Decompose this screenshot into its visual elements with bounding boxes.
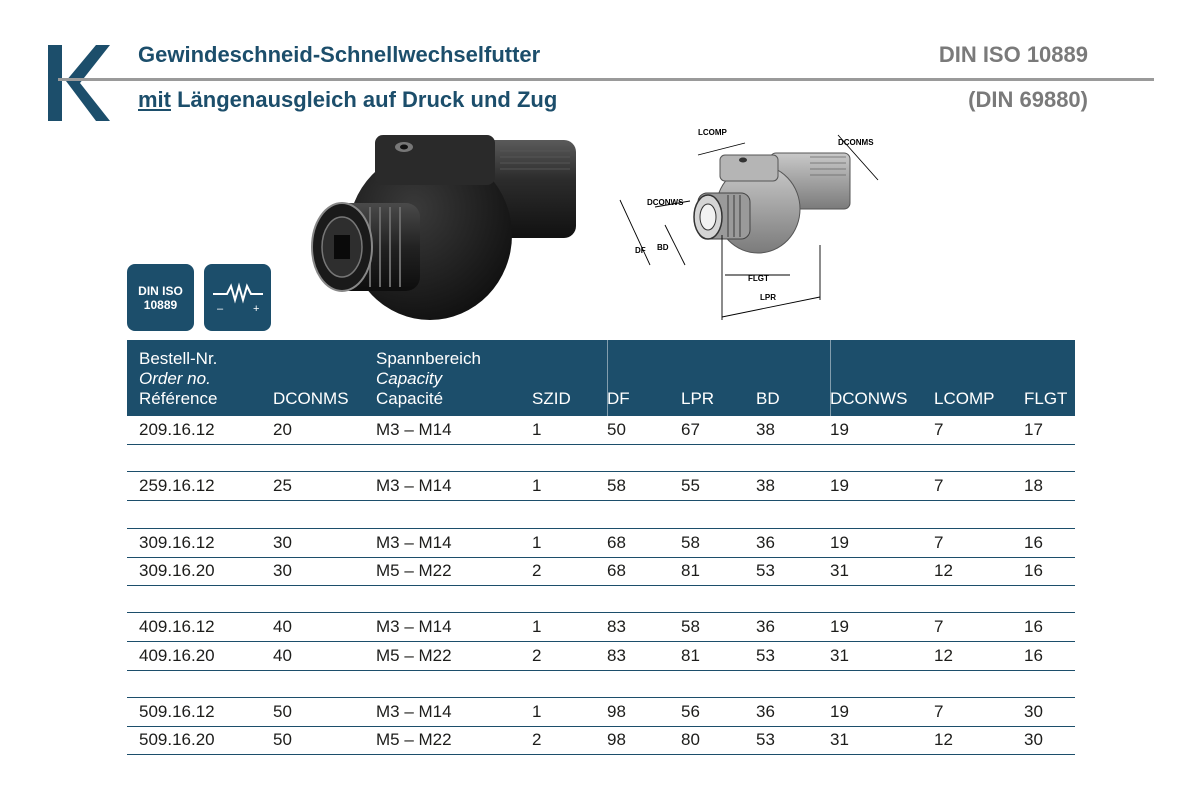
table-row: [127, 472, 1075, 501]
cell-order: 309.16.20: [139, 561, 215, 580]
cell-lpr: 67: [681, 420, 700, 439]
cell-lpr: 56: [681, 702, 700, 721]
cell-flgt: 18: [1024, 476, 1043, 496]
table-row: [127, 529, 1075, 558]
header-lpr: LPR: [681, 389, 715, 408]
cell-flgt: 30: [1024, 702, 1043, 721]
cell-bd: 53: [756, 730, 775, 750]
cell-szid: 2: [532, 645, 542, 665]
cell-df: 58: [607, 476, 626, 496]
dconws-label: DCONWS: [647, 198, 684, 207]
flgt-label: FLGT: [748, 274, 769, 283]
table-header: [127, 340, 1075, 416]
cell-dconms: 50: [273, 702, 292, 721]
cell-capacity: M3 – M14: [376, 702, 452, 721]
cell-lpr: 81: [681, 561, 700, 580]
cell-dconms: 50: [273, 730, 292, 750]
cell-dconws: 19: [830, 702, 849, 721]
cell-dconws: 31: [830, 730, 849, 750]
df-label: DF: [635, 246, 646, 255]
cell-flgt: 17: [1024, 420, 1043, 439]
cell-flgt: 16: [1024, 645, 1043, 665]
cell-dconws: 19: [830, 532, 849, 552]
cell-order: 409.16.20: [139, 645, 215, 665]
cell-flgt: 30: [1024, 730, 1043, 750]
cell-df: 83: [607, 617, 626, 637]
cell-lcomp: 12: [934, 645, 953, 665]
plus-sign: +: [252, 302, 259, 315]
cell-lcomp: 7: [934, 702, 944, 721]
cell-dconws: 31: [830, 561, 849, 580]
standard-label: DIN ISO 10889: [938, 42, 1088, 67]
compensation-spring-icon: [209, 278, 267, 318]
cell-szid: 1: [532, 420, 542, 439]
subtitle-rest: Längenausgleich auf Druck und Zug: [171, 87, 558, 112]
minus-sign: –: [216, 302, 223, 315]
cell-dconms: 20: [273, 420, 292, 439]
cell-capacity: M5 – M22: [376, 730, 452, 750]
cell-df: 98: [607, 702, 626, 721]
cell-bd: 53: [756, 645, 775, 665]
header-capacity: Spannbereich Capacity Capacité: [376, 349, 481, 408]
cell-capacity: M3 – M14: [376, 532, 452, 552]
cell-lcomp: 12: [934, 561, 953, 580]
cell-szid: 2: [532, 730, 542, 750]
cell-lpr: 81: [681, 645, 700, 665]
header-lcomp: LCOMP: [934, 389, 995, 408]
dimension-drawing: [610, 125, 910, 330]
cell-bd: 36: [756, 532, 775, 552]
dconms-label: DCONMS: [838, 138, 874, 147]
din-badge-line1: DIN ISO: [138, 283, 183, 298]
header-dconms: DCONMS: [273, 389, 349, 408]
cell-order: 509.16.12: [139, 702, 215, 721]
header-rule: [58, 78, 1154, 81]
din-iso-badge: [127, 264, 194, 331]
cell-szid: 2: [532, 561, 542, 580]
table-row: [127, 726, 1075, 755]
lpr-label: LPR: [760, 293, 776, 302]
header-dconws: DCONWS: [830, 389, 908, 408]
cell-bd: 53: [756, 561, 775, 580]
cell-df: 68: [607, 532, 626, 552]
brand-logo: [48, 45, 110, 121]
cell-lpr: 55: [681, 476, 700, 496]
cell-lcomp: 7: [934, 476, 944, 496]
cell-flgt: 16: [1024, 561, 1043, 580]
cell-dconms: 30: [273, 561, 292, 580]
cell-order: 509.16.20: [139, 730, 215, 750]
cell-capacity: M3 – M14: [376, 617, 452, 637]
cell-order: 259.16.12: [139, 476, 215, 496]
cell-df: 83: [607, 645, 626, 665]
header-flgt: FLGT: [1024, 389, 1068, 408]
cell-flgt: 16: [1024, 532, 1043, 552]
cell-df: 98: [607, 730, 626, 750]
cell-dconws: 19: [830, 617, 849, 637]
cell-dconms: 30: [273, 532, 292, 552]
cell-capacity: M5 – M22: [376, 645, 452, 665]
table-spacer-row: [127, 444, 1075, 472]
page-subtitle: [138, 87, 557, 113]
cell-lpr: 80: [681, 730, 700, 750]
cell-capacity: M3 – M14: [376, 476, 452, 496]
cell-dconms: 25: [273, 476, 292, 496]
cell-flgt: 16: [1024, 617, 1043, 637]
table-row: [127, 642, 1075, 671]
cell-dconws: 19: [830, 420, 849, 439]
cell-lpr: 58: [681, 617, 700, 637]
header-order: Bestell-Nr. Order no. Référence: [139, 349, 218, 408]
cell-bd: 36: [756, 617, 775, 637]
product-image: [300, 125, 590, 325]
cell-order: 409.16.12: [139, 617, 215, 637]
page-title: Gewindeschneid-Schnellwechselfutter: [138, 42, 541, 67]
cell-lcomp: 7: [934, 617, 944, 637]
din-badge-line2: 10889: [143, 297, 178, 312]
cell-szid: 1: [532, 476, 542, 496]
standard-old-label: (DIN 69880): [968, 87, 1088, 112]
cell-dconws: 31: [830, 645, 849, 665]
cell-bd: 36: [756, 702, 775, 721]
cell-capacity: M3 – M14: [376, 420, 452, 439]
table-spacer-row: [127, 670, 1075, 698]
cell-bd: 38: [756, 476, 775, 496]
cell-lcomp: 7: [934, 420, 944, 439]
subtitle-underlined-word: mit: [138, 87, 171, 112]
cell-dconms: 40: [273, 617, 292, 637]
cell-capacity: M5 – M22: [376, 561, 452, 580]
table-row: [127, 698, 1075, 727]
table-row: [127, 416, 1075, 445]
cell-lpr: 58: [681, 532, 700, 552]
cell-szid: 1: [532, 617, 542, 637]
cell-bd: 38: [756, 420, 775, 439]
header-df: DF: [607, 389, 630, 408]
lcomp-label: LCOMP: [698, 128, 727, 137]
cell-order: 309.16.12: [139, 532, 215, 552]
cell-lcomp: 7: [934, 532, 944, 552]
length-compensation-badge: [204, 264, 271, 331]
table-spacer-row: [127, 501, 1075, 529]
cell-order: 209.16.12: [139, 420, 215, 439]
table-spacer-row: [127, 585, 1075, 613]
cell-dconms: 40: [273, 645, 292, 665]
cell-szid: 1: [532, 702, 542, 721]
header-bd: BD: [756, 389, 780, 408]
header-szid: SZID: [532, 389, 571, 408]
cell-df: 50: [607, 420, 626, 439]
table-row: [127, 557, 1075, 586]
cell-df: 68: [607, 561, 626, 580]
cell-lcomp: 12: [934, 730, 953, 750]
cell-dconws: 19: [830, 476, 849, 496]
bd-label: BD: [657, 243, 669, 252]
table-row: [127, 613, 1075, 642]
cell-szid: 1: [532, 532, 542, 552]
